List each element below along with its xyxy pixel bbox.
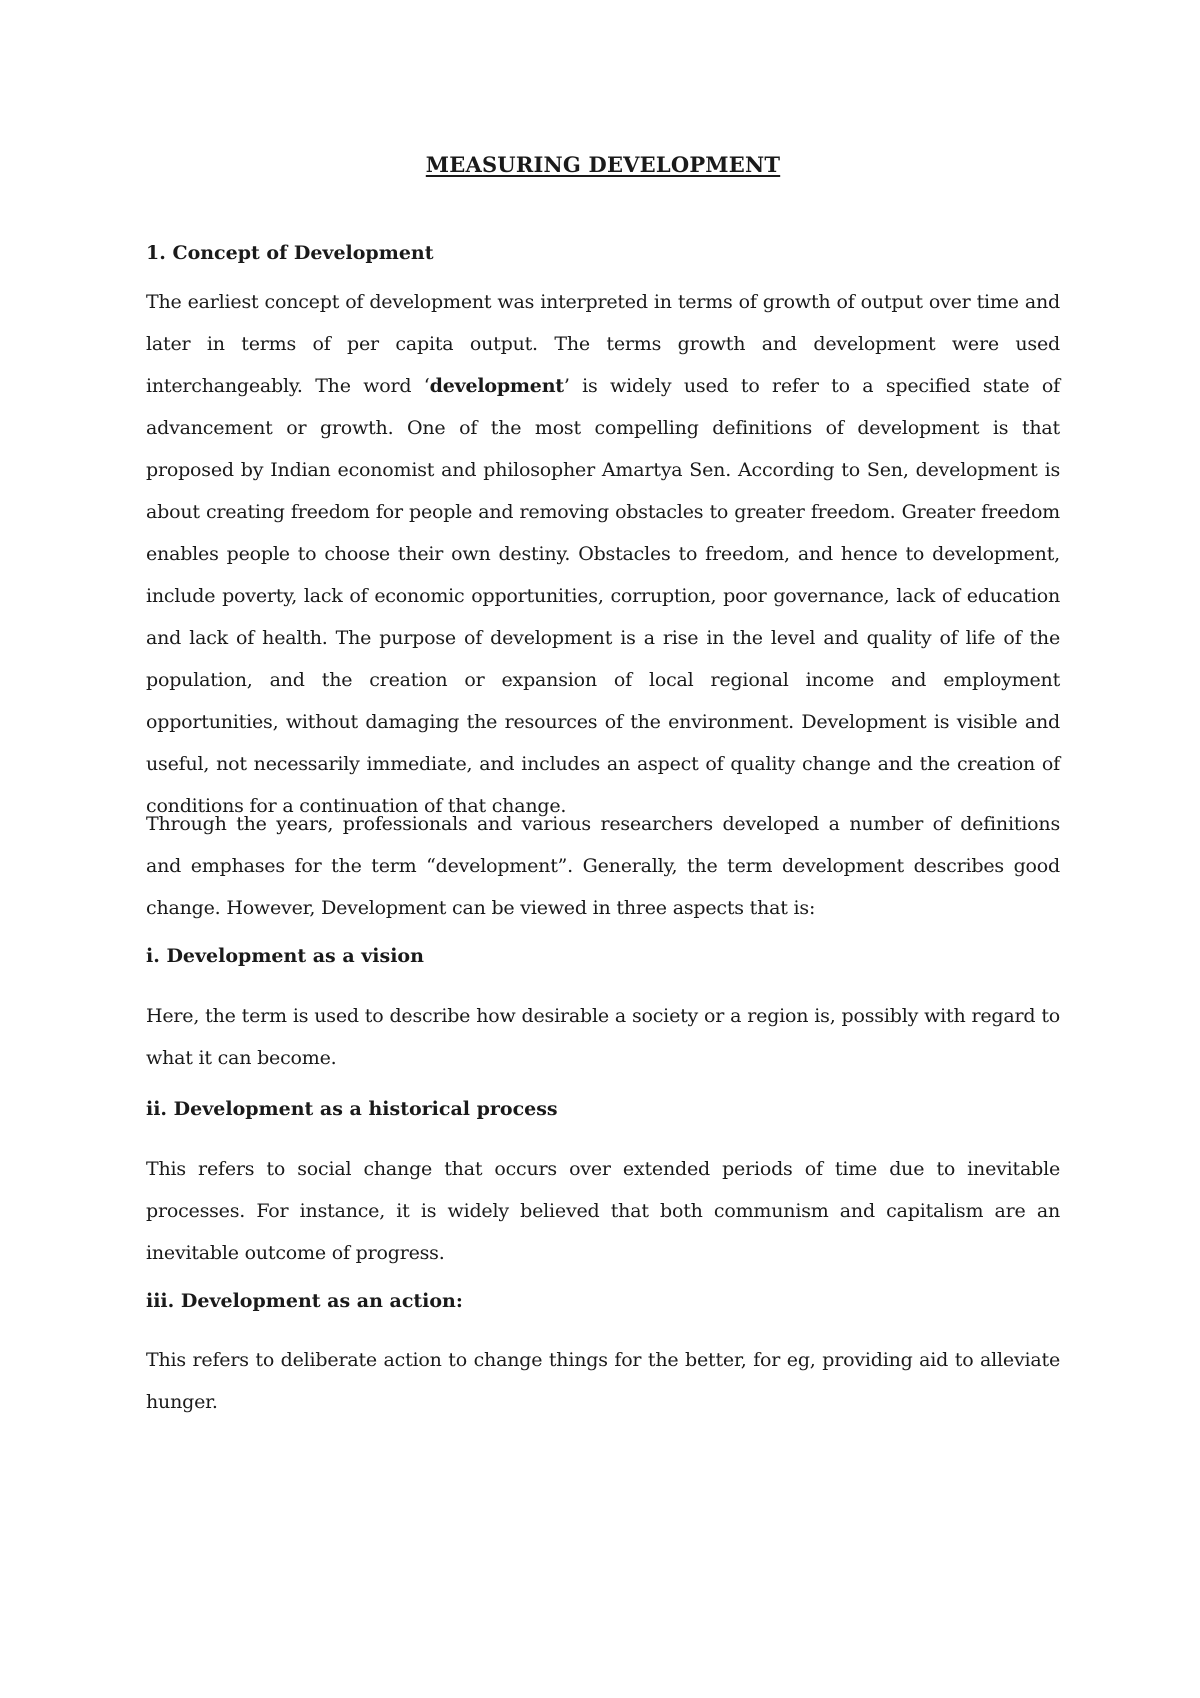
- aspect-heading-action: iii. Development as an action:: [146, 1290, 463, 1312]
- paragraph-text-end: ’ is widely used to refer to a specified state of advancement or growth. One of the most compelling definitions of development is that proposed by Indian economist and philosopher Amartya Sen. According to Sen, development is about creating freedom for people and removing obstacles to greater freedom. Greater freedom enables people to choose their own destiny. Obstacles to freedom, and hence to development, include poverty, lack of economic opportunities, corruption, poor governance, lack of education and lack of health. The purpose of development is a rise in the level and quality of life of the population, and the creation or expansion of local regional income and employment opportunities, without damaging the resources of the environment. Development is visible and useful, not necessarily immediate, and includes an aspect of quality change and the creation of conditions for a continuation of that change.: [146, 375, 1060, 817]
- paragraph-concept-definition: [146, 281, 1060, 827]
- aspect-text-vision: Here, the term is used to describe how desirable a society or a region is, possibly with regard to what it can become.: [146, 1005, 1060, 1069]
- aspect-text-historical-process: This refers to social change that occurs over extended periods of time due to inevitable processes. For instance, it is widely believed that both communism and capitalism are an inevitable outcome of progress.: [146, 1158, 1060, 1264]
- emphasized-term: development: [429, 375, 564, 397]
- paragraph-text-start: The earliest concept of development was interpreted in terms of growth of output over time and later in terms of per capita output. The terms growth and development were used interchangeably. The word ‘: [146, 291, 1060, 397]
- aspect-heading-vision: i. Development as a vision: [146, 945, 424, 967]
- paragraph-three-aspects-intro: Through the years, professionals and various researchers developed a number of definitions and emphases for the term “development”. Generally, the term development describes good change. However, Development can be viewed in three aspects that is:: [146, 813, 1060, 919]
- section-heading-concept: 1. Concept of Development: [146, 242, 434, 264]
- document-title: MEASURING DEVELOPMENT: [425, 152, 781, 177]
- aspect-heading-historical-process: ii. Development as a historical process: [146, 1098, 558, 1120]
- aspect-text-action: This refers to deliberate action to change things for the better, for eg, providing aid to alleviate hunger.: [146, 1349, 1060, 1413]
